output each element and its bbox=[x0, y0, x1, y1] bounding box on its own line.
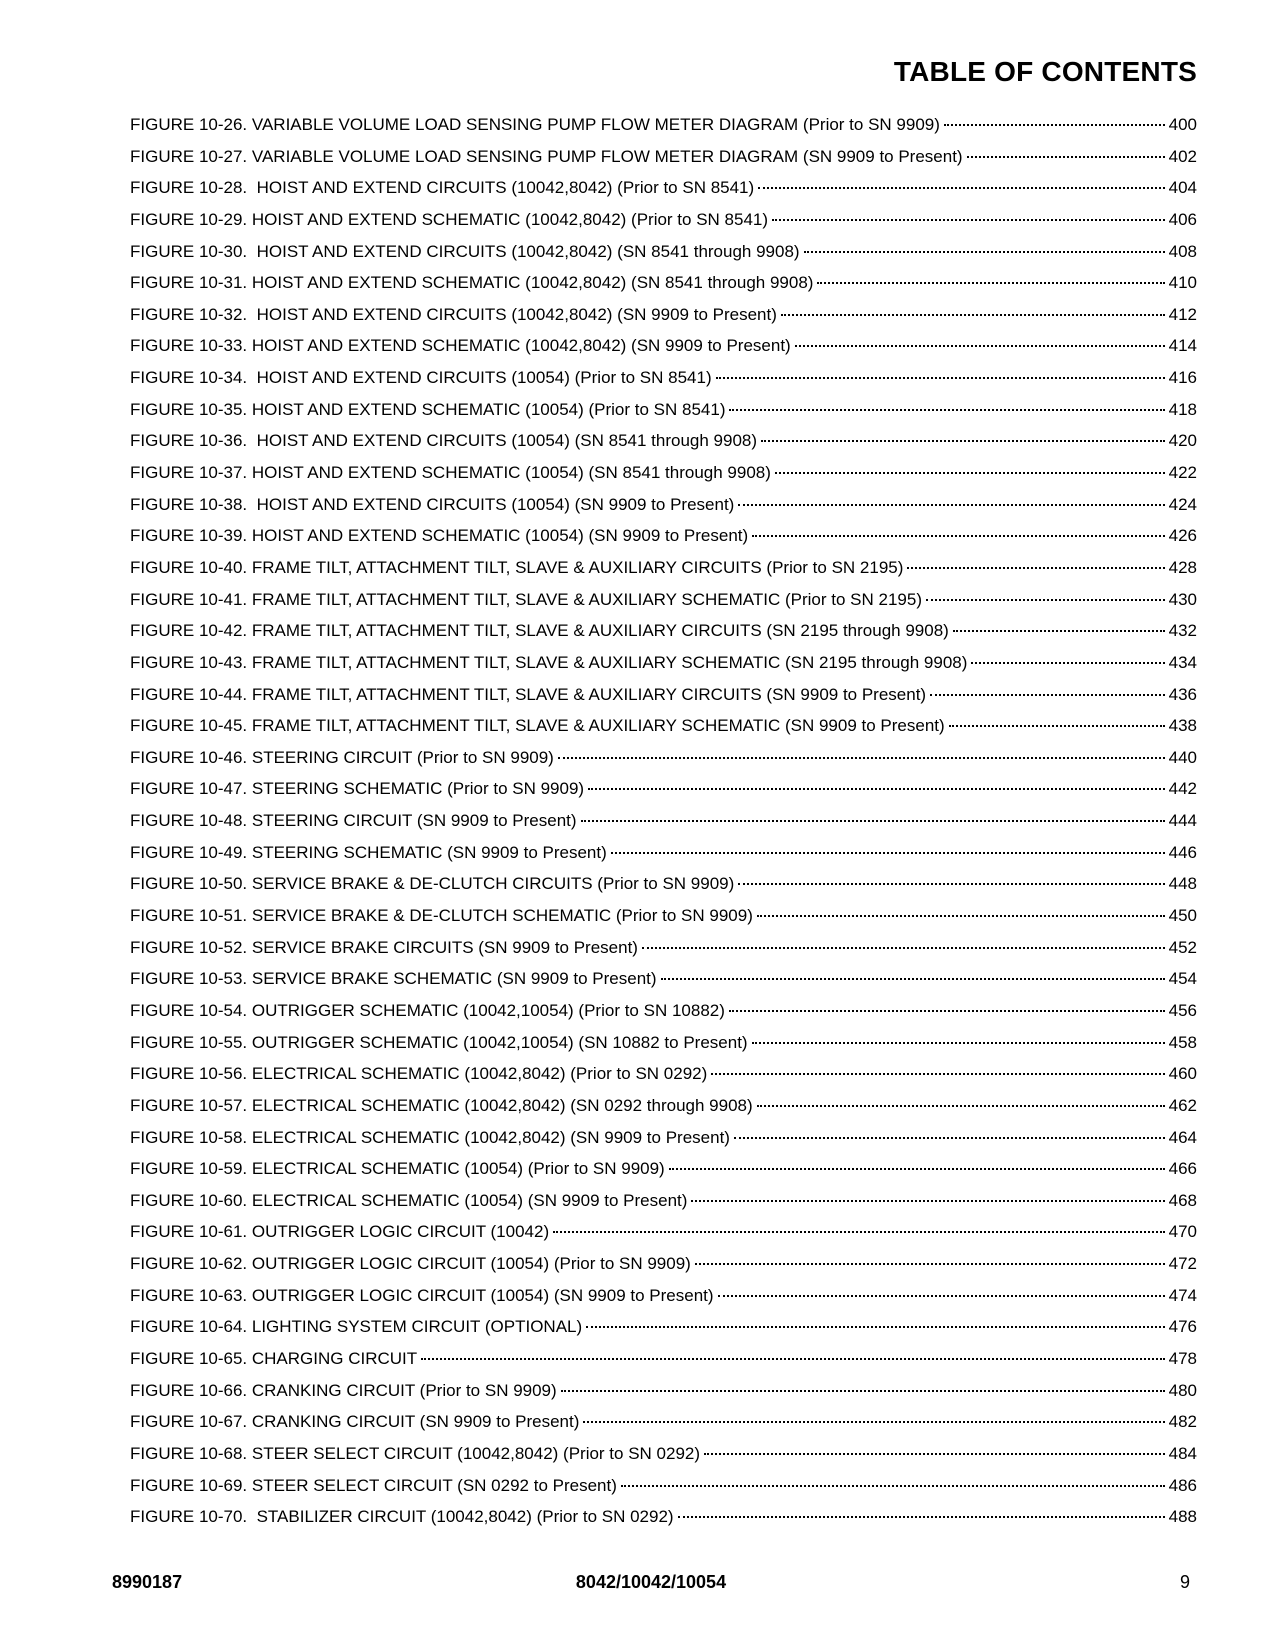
toc-entry[interactable] bbox=[130, 172, 1197, 204]
dot-leader bbox=[775, 471, 1165, 474]
dot-leader bbox=[949, 724, 1165, 727]
toc-entry-label: FIGURE 10-41. FRAME TILT, ATTACHMENT TILT, SLAVE & AUXILIARY SCHEMATIC (Prior to SN 2195) bbox=[130, 589, 922, 609]
toc-entry-label: FIGURE 10-70. STABILIZER CIRCUIT (10042,8042) (Prior to SN 0292) bbox=[130, 1507, 674, 1527]
dot-leader bbox=[953, 629, 1165, 632]
toc-entry-page: 442 bbox=[1168, 779, 1197, 799]
dot-leader bbox=[561, 1389, 1165, 1392]
toc-entry-label: FIGURE 10-36. HOIST AND EXTEND CIRCUITS (10054) (SN 8541 through 9908) bbox=[130, 431, 758, 451]
dot-leader bbox=[907, 566, 1164, 569]
toc-entry-page: 424 bbox=[1168, 494, 1197, 514]
dot-leader bbox=[817, 281, 1164, 284]
dot-leader bbox=[752, 534, 1164, 537]
toc-entry[interactable] bbox=[130, 995, 1197, 1027]
dot-leader bbox=[930, 693, 1165, 696]
toc-entry[interactable] bbox=[130, 963, 1197, 995]
toc-entry-page: 488 bbox=[1168, 1507, 1197, 1527]
toc-entry-label: FIGURE 10-48. STEERING CIRCUIT (SN 9909 to Present) bbox=[130, 811, 577, 831]
toc-entry-label: FIGURE 10-39. HOIST AND EXTEND SCHEMATIC (10054) (SN 9909 to Present) bbox=[130, 526, 749, 546]
toc-entry[interactable] bbox=[130, 457, 1197, 489]
toc-entry[interactable] bbox=[130, 109, 1197, 141]
toc-entry-label: FIGURE 10-30. HOIST AND EXTEND CIRCUITS (10042,8042) (SN 8541 through 9908) bbox=[130, 241, 800, 261]
toc-entry[interactable] bbox=[130, 584, 1197, 616]
toc-entry-page: 444 bbox=[1168, 811, 1197, 831]
toc-entry[interactable] bbox=[130, 837, 1197, 869]
toc-entry-label: FIGURE 10-45. FRAME TILT, ATTACHMENT TILT, SLAVE & AUXILIARY SCHEMATIC (SN 9909 to Present) bbox=[130, 716, 945, 736]
toc-entry-page: 440 bbox=[1168, 747, 1197, 767]
dot-leader bbox=[558, 756, 1165, 759]
toc-entry-label: FIGURE 10-55. OUTRIGGER SCHEMATIC (10042,10054) (SN 10882 to Present) bbox=[130, 1032, 748, 1052]
toc-entry[interactable] bbox=[130, 1027, 1197, 1059]
toc-entry-page: 460 bbox=[1168, 1064, 1197, 1084]
dot-leader bbox=[588, 787, 1165, 790]
toc-entry-page: 454 bbox=[1168, 969, 1197, 989]
toc-entry[interactable] bbox=[130, 1375, 1197, 1407]
dot-leader bbox=[752, 1041, 1165, 1044]
toc-entry-page: 466 bbox=[1168, 1159, 1197, 1179]
toc-entry-label: FIGURE 10-49. STEERING SCHEMATIC (SN 9909 to Present) bbox=[130, 842, 607, 862]
toc-entry-label: FIGURE 10-67. CRANKING CIRCUIT (SN 9909 to Present) bbox=[130, 1412, 580, 1432]
toc-entry-page: 408 bbox=[1168, 241, 1197, 261]
toc-entry-label: FIGURE 10-56. ELECTRICAL SCHEMATIC (10042,8042) (Prior to SN 0292) bbox=[130, 1064, 708, 1084]
toc-entry-page: 412 bbox=[1168, 304, 1197, 324]
toc-entry[interactable] bbox=[130, 1185, 1197, 1217]
dot-leader bbox=[758, 186, 1164, 189]
toc-entry-page: 432 bbox=[1168, 621, 1197, 641]
toc-entry-page: 480 bbox=[1168, 1380, 1197, 1400]
toc-entry-label: FIGURE 10-40. FRAME TILT, ATTACHMENT TILT, SLAVE & AUXILIARY CIRCUITS (Prior to SN 2195) bbox=[130, 557, 904, 577]
toc-entry[interactable] bbox=[130, 1216, 1197, 1248]
dot-leader bbox=[944, 123, 1165, 126]
toc-entry-page: 400 bbox=[1168, 115, 1197, 134]
toc-entry-label: FIGURE 10-47. STEERING SCHEMATIC (Prior to SN 9909) bbox=[130, 779, 585, 799]
toc-entry-page: 406 bbox=[1168, 209, 1197, 229]
toc-entry-page: 420 bbox=[1168, 431, 1197, 451]
toc-entry-page: 402 bbox=[1168, 146, 1197, 166]
toc-entry-page: 422 bbox=[1168, 463, 1197, 483]
toc-entry-label: FIGURE 10-26. VARIABLE VOLUME LOAD SENSING PUMP FLOW METER DIAGRAM (Prior to SN 9909) bbox=[130, 115, 940, 134]
dot-leader bbox=[795, 344, 1165, 347]
dot-leader bbox=[642, 946, 1165, 949]
toc-list bbox=[130, 109, 1197, 1533]
toc-entry-page: 416 bbox=[1168, 368, 1197, 388]
toc-entry-page: 414 bbox=[1168, 336, 1197, 356]
toc-entry[interactable] bbox=[130, 647, 1197, 679]
dot-leader bbox=[704, 1452, 1165, 1455]
dot-leader bbox=[729, 408, 1164, 411]
toc-entry-page: 434 bbox=[1168, 652, 1197, 672]
toc-entry[interactable] bbox=[130, 489, 1197, 521]
toc-entry-page: 450 bbox=[1168, 906, 1197, 926]
dot-leader bbox=[729, 1009, 1165, 1012]
toc-entry-label: FIGURE 10-43. FRAME TILT, ATTACHMENT TILT, SLAVE & AUXILIARY SCHEMATIC (SN 2195 through 9908) bbox=[130, 652, 968, 672]
toc-entry-label: FIGURE 10-64. LIGHTING SYSTEM CIRCUIT (OPTIONAL) bbox=[130, 1317, 583, 1337]
toc-entry[interactable] bbox=[130, 679, 1197, 711]
toc-entry-label: FIGURE 10-33. HOIST AND EXTEND SCHEMATIC (10042,8042) (SN 9909 to Present) bbox=[130, 336, 791, 356]
toc-entry-label: FIGURE 10-54. OUTRIGGER SCHEMATIC (10042,10054) (Prior to SN 10882) bbox=[130, 1000, 725, 1020]
toc-entry-label: FIGURE 10-34. HOIST AND EXTEND CIRCUITS (10054) (Prior to SN 8541) bbox=[130, 368, 712, 388]
toc-entry-page: 446 bbox=[1168, 842, 1197, 862]
dot-leader bbox=[669, 1167, 1165, 1170]
toc-entry-label: FIGURE 10-29. HOIST AND EXTEND SCHEMATIC (10042,8042) (Prior to SN 8541) bbox=[130, 209, 769, 229]
dot-leader bbox=[971, 661, 1164, 664]
footer-models: 8042/10042/10054 bbox=[575, 1572, 727, 1592]
page-title: TABLE OF CONTENTS bbox=[893, 56, 1197, 87]
toc-entry-page: 462 bbox=[1168, 1095, 1197, 1115]
dot-leader bbox=[718, 1294, 1165, 1297]
dot-leader bbox=[734, 1136, 1165, 1139]
toc-entry[interactable] bbox=[130, 267, 1197, 299]
toc-entry-label: FIGURE 10-60. ELECTRICAL SCHEMATIC (10054) (SN 9909 to Present) bbox=[130, 1190, 688, 1210]
dot-leader bbox=[772, 218, 1165, 221]
dot-leader bbox=[695, 1262, 1165, 1265]
toc-entry-page: 448 bbox=[1168, 874, 1197, 894]
toc-entry[interactable] bbox=[130, 805, 1197, 837]
toc-entry[interactable] bbox=[130, 710, 1197, 742]
toc-entry-page: 430 bbox=[1168, 589, 1197, 609]
toc-entry[interactable] bbox=[130, 1248, 1197, 1280]
dot-leader bbox=[691, 1199, 1164, 1202]
toc-entry-label: FIGURE 10-31. HOIST AND EXTEND SCHEMATIC (10042,8042) (SN 8541 through 9908) bbox=[130, 273, 814, 293]
toc-entry-label: FIGURE 10-52. SERVICE BRAKE CIRCUITS (SN 9909 to Present) bbox=[130, 937, 638, 957]
dot-leader bbox=[761, 439, 1165, 442]
toc-entry[interactable] bbox=[130, 1438, 1197, 1470]
toc-entry[interactable] bbox=[130, 394, 1197, 426]
toc-entry-label: FIGURE 10-63. OUTRIGGER LOGIC CIRCUIT (10054) (SN 9909 to Present) bbox=[130, 1285, 714, 1305]
dot-leader bbox=[661, 977, 1165, 980]
dot-leader bbox=[621, 1484, 1165, 1487]
dot-leader bbox=[757, 914, 1165, 917]
dot-leader bbox=[926, 598, 1165, 601]
dot-leader bbox=[738, 503, 1164, 506]
toc-entry-label: FIGURE 10-35. HOIST AND EXTEND SCHEMATIC (10054) (Prior to SN 8541) bbox=[130, 399, 726, 419]
toc-entry[interactable] bbox=[130, 1090, 1197, 1122]
toc-entry-page: 472 bbox=[1168, 1254, 1197, 1274]
toc-entry[interactable] bbox=[130, 1280, 1197, 1312]
toc-entry[interactable] bbox=[130, 204, 1197, 236]
toc-entry-label: FIGURE 10-58. ELECTRICAL SCHEMATIC (10042,8042) (SN 9909 to Present) bbox=[130, 1127, 730, 1147]
dot-leader bbox=[581, 819, 1165, 822]
toc-entry-label: FIGURE 10-53. SERVICE BRAKE SCHEMATIC (SN 9909 to Present) bbox=[130, 969, 657, 989]
toc-entry[interactable] bbox=[130, 1470, 1197, 1502]
dot-leader bbox=[781, 313, 1165, 316]
toc-entry-label: FIGURE 10-44. FRAME TILT, ATTACHMENT TILT, SLAVE & AUXILIARY CIRCUITS (SN 9909 to Present) bbox=[130, 684, 927, 704]
dot-leader bbox=[757, 1104, 1165, 1107]
toc-entry[interactable] bbox=[130, 425, 1197, 457]
toc-entry[interactable] bbox=[130, 1153, 1197, 1185]
toc-entry-label: FIGURE 10-66. CRANKING CIRCUIT (Prior to SN 9909) bbox=[130, 1380, 557, 1400]
toc-entry[interactable] bbox=[130, 330, 1197, 362]
toc-entry[interactable] bbox=[130, 615, 1197, 647]
toc-entry-page: 474 bbox=[1168, 1285, 1197, 1305]
toc-entry[interactable] bbox=[130, 932, 1197, 964]
page-footer bbox=[112, 1572, 1190, 1596]
toc-entry-page: 464 bbox=[1168, 1127, 1197, 1147]
toc-entry-label: FIGURE 10-28. HOIST AND EXTEND CIRCUITS (10042,8042) (Prior to SN 8541) bbox=[130, 178, 755, 198]
toc-entry-page: 436 bbox=[1168, 684, 1197, 704]
dot-leader bbox=[738, 882, 1164, 885]
toc-entry-label: FIGURE 10-32. HOIST AND EXTEND CIRCUITS (10042,8042) (SN 9909 to Present) bbox=[130, 304, 777, 324]
toc-entry-label: FIGURE 10-65. CHARGING CIRCUIT bbox=[130, 1348, 418, 1368]
toc-entry-label: FIGURE 10-46. STEERING CIRCUIT (Prior to SN 9909) bbox=[130, 747, 554, 767]
toc-entry-page: 418 bbox=[1168, 399, 1197, 419]
dot-leader bbox=[583, 1420, 1164, 1423]
toc-entry[interactable] bbox=[130, 1406, 1197, 1438]
toc-entry-label: FIGURE 10-38. HOIST AND EXTEND CIRCUITS (10054) (SN 9909 to Present) bbox=[130, 494, 735, 514]
toc-entry-label: FIGURE 10-51. SERVICE BRAKE & DE-CLUTCH SCHEMATIC (Prior to SN 9909) bbox=[130, 906, 753, 926]
toc-entry[interactable] bbox=[130, 299, 1197, 331]
toc-entry-label: FIGURE 10-37. HOIST AND EXTEND SCHEMATIC (10054) (SN 8541 through 9908) bbox=[130, 463, 771, 483]
toc-entry-label: FIGURE 10-59. ELECTRICAL SCHEMATIC (10054) (Prior to SN 9909) bbox=[130, 1159, 665, 1179]
dot-leader bbox=[421, 1357, 1164, 1360]
toc-entry-page: 426 bbox=[1168, 526, 1197, 546]
dot-leader bbox=[967, 155, 1165, 158]
toc-entry[interactable] bbox=[130, 1343, 1197, 1375]
toc-entry[interactable] bbox=[130, 1501, 1197, 1533]
toc-entry[interactable] bbox=[130, 236, 1197, 268]
toc-entry[interactable] bbox=[130, 773, 1197, 805]
dot-leader bbox=[716, 376, 1165, 379]
toc-entry-label: FIGURE 10-27. VARIABLE VOLUME LOAD SENSING PUMP FLOW METER DIAGRAM (SN 9909 to Present) bbox=[130, 146, 963, 166]
toc-entry-page: 484 bbox=[1168, 1443, 1197, 1463]
toc-entry-label: FIGURE 10-68. STEER SELECT CIRCUIT (10042,8042) (Prior to SN 0292) bbox=[130, 1443, 701, 1463]
toc-entry[interactable] bbox=[130, 552, 1197, 584]
toc-entry-page: 404 bbox=[1168, 178, 1197, 198]
dot-leader bbox=[804, 250, 1165, 253]
toc-entry-page: 456 bbox=[1168, 1000, 1197, 1020]
toc-entry-page: 468 bbox=[1168, 1190, 1197, 1210]
toc-entry[interactable] bbox=[130, 1122, 1197, 1154]
toc-entry-page: 470 bbox=[1168, 1222, 1197, 1242]
toc-entry[interactable] bbox=[130, 141, 1197, 173]
toc-entry-page: 452 bbox=[1168, 937, 1197, 957]
dot-leader bbox=[711, 1072, 1164, 1075]
toc-entry-label: FIGURE 10-62. OUTRIGGER LOGIC CIRCUIT (10054) (Prior to SN 9909) bbox=[130, 1254, 691, 1274]
toc-entry[interactable] bbox=[130, 362, 1197, 394]
dot-leader bbox=[611, 851, 1165, 854]
toc-entry-page: 438 bbox=[1168, 716, 1197, 736]
toc-entry[interactable] bbox=[130, 742, 1197, 774]
toc-entry-page: 410 bbox=[1168, 273, 1197, 293]
dot-leader bbox=[586, 1325, 1164, 1328]
toc-entry-page: 478 bbox=[1168, 1348, 1197, 1368]
footer-page-number: 9 bbox=[1179, 1572, 1190, 1592]
footer-part-number: 8990187 bbox=[112, 1572, 183, 1592]
toc-entry-label: FIGURE 10-57. ELECTRICAL SCHEMATIC (10042,8042) (SN 0292 through 9908) bbox=[130, 1095, 753, 1115]
toc-entry-label: FIGURE 10-69. STEER SELECT CIRCUIT (SN 0292 to Present) bbox=[130, 1475, 617, 1495]
toc-entry[interactable] bbox=[130, 520, 1197, 552]
toc-entry-label: FIGURE 10-61. OUTRIGGER LOGIC CIRCUIT (10042) bbox=[130, 1222, 550, 1242]
dot-leader bbox=[678, 1515, 1165, 1518]
toc-entry[interactable] bbox=[130, 1311, 1197, 1343]
toc-entry-label: FIGURE 10-42. FRAME TILT, ATTACHMENT TILT, SLAVE & AUXILIARY CIRCUITS (SN 2195 through 9908) bbox=[130, 621, 949, 641]
toc-entry[interactable] bbox=[130, 1058, 1197, 1090]
toc-entry-label: FIGURE 10-50. SERVICE BRAKE & DE-CLUTCH CIRCUITS (Prior to SN 9909) bbox=[130, 874, 735, 894]
toc-entry[interactable] bbox=[130, 900, 1197, 932]
toc-entry-page: 458 bbox=[1168, 1032, 1197, 1052]
toc-entry-page: 482 bbox=[1168, 1412, 1197, 1432]
toc-entry[interactable] bbox=[130, 868, 1197, 900]
toc-entry-page: 486 bbox=[1168, 1475, 1197, 1495]
toc-entry-page: 476 bbox=[1168, 1317, 1197, 1337]
dot-leader bbox=[553, 1230, 1165, 1233]
toc-entry-page: 428 bbox=[1168, 557, 1197, 577]
